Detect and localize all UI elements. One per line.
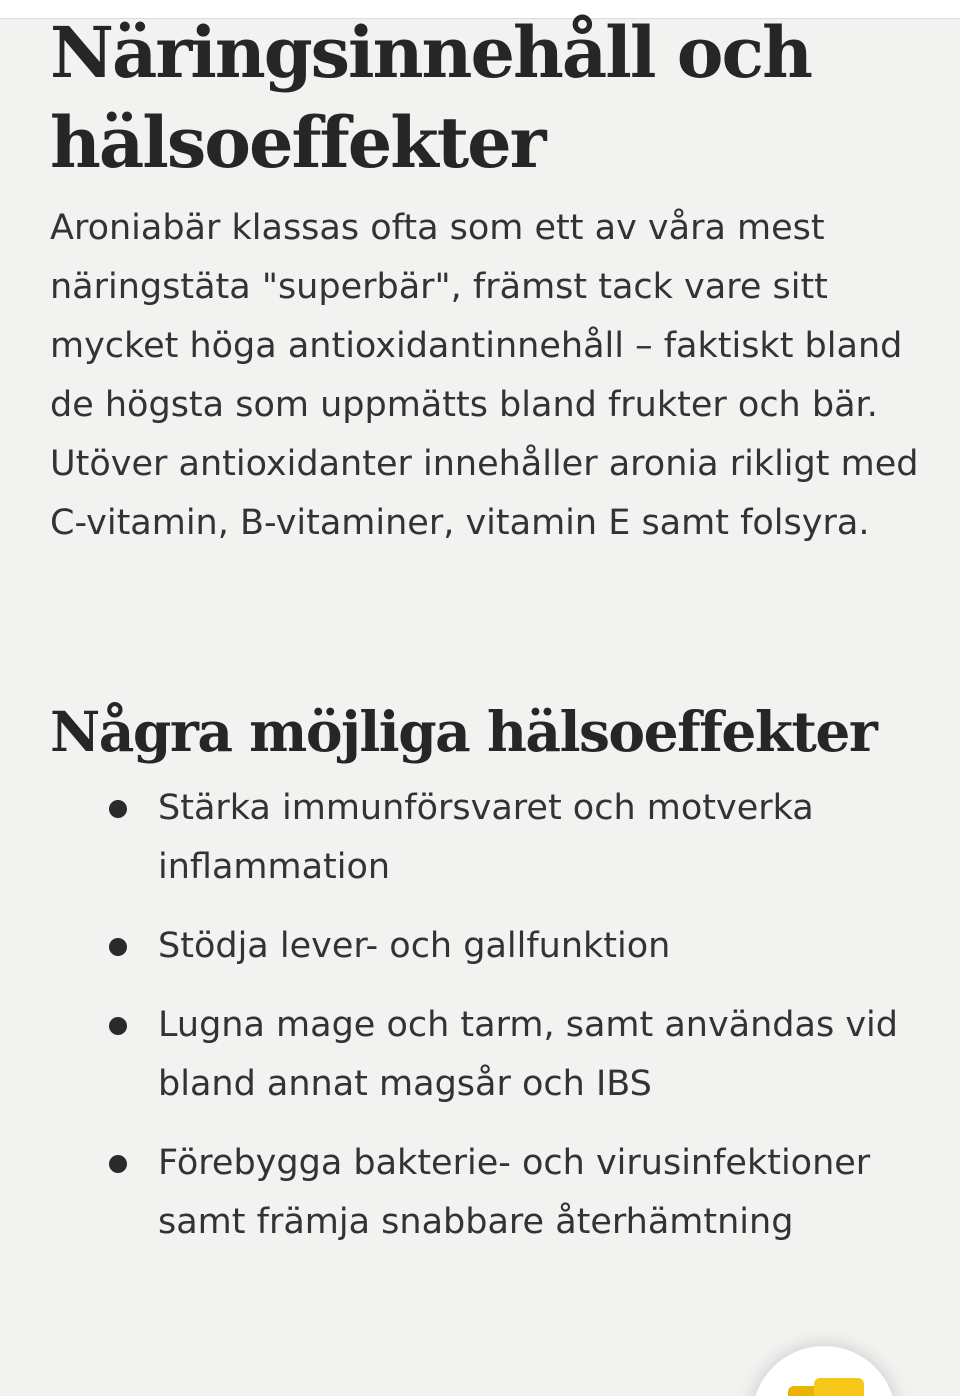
section-heading: Näringsinnehåll och hälsoeffekter bbox=[50, 11, 811, 184]
bullet-icon bbox=[109, 1017, 127, 1035]
chat-icon bbox=[788, 1378, 864, 1396]
list-item-text: Stödja lever- och gallfunktion bbox=[158, 926, 671, 966]
list-item-text: Stärka immunförsvaret och motverka inflammation bbox=[158, 788, 814, 887]
health-effects-list bbox=[50, 779, 930, 1272]
list-item bbox=[50, 779, 930, 897]
subsection-heading: Några möjliga hälsoeffekter bbox=[50, 699, 877, 764]
list-item-text: Lugna mage och tarm, samt användas vid bland annat magsår och IBS bbox=[158, 1005, 898, 1104]
list-item bbox=[50, 1134, 930, 1252]
chat-button[interactable] bbox=[752, 1346, 896, 1396]
bullet-icon bbox=[109, 800, 127, 818]
list-item bbox=[50, 996, 930, 1114]
list-item-text: Förebygga bakterie- och virusinfektioner samt främja snabbare återhämtning bbox=[158, 1143, 871, 1242]
list-item bbox=[50, 917, 930, 976]
bullet-icon bbox=[109, 938, 127, 956]
bullet-icon bbox=[109, 1155, 127, 1173]
intro-paragraph: Aroniabär klassas ofta som ett av våra mest näringstäta "superbär", främst tack vare sitt mycket höga antioxidantinnehåll – faktiskt bland de högsta som uppmätts bland frukter och bär. Utöver antioxidanter innehåller aronia rikligt med C-vitamin, B-vitaminer, vitamin E samt folsyra. bbox=[50, 208, 919, 543]
